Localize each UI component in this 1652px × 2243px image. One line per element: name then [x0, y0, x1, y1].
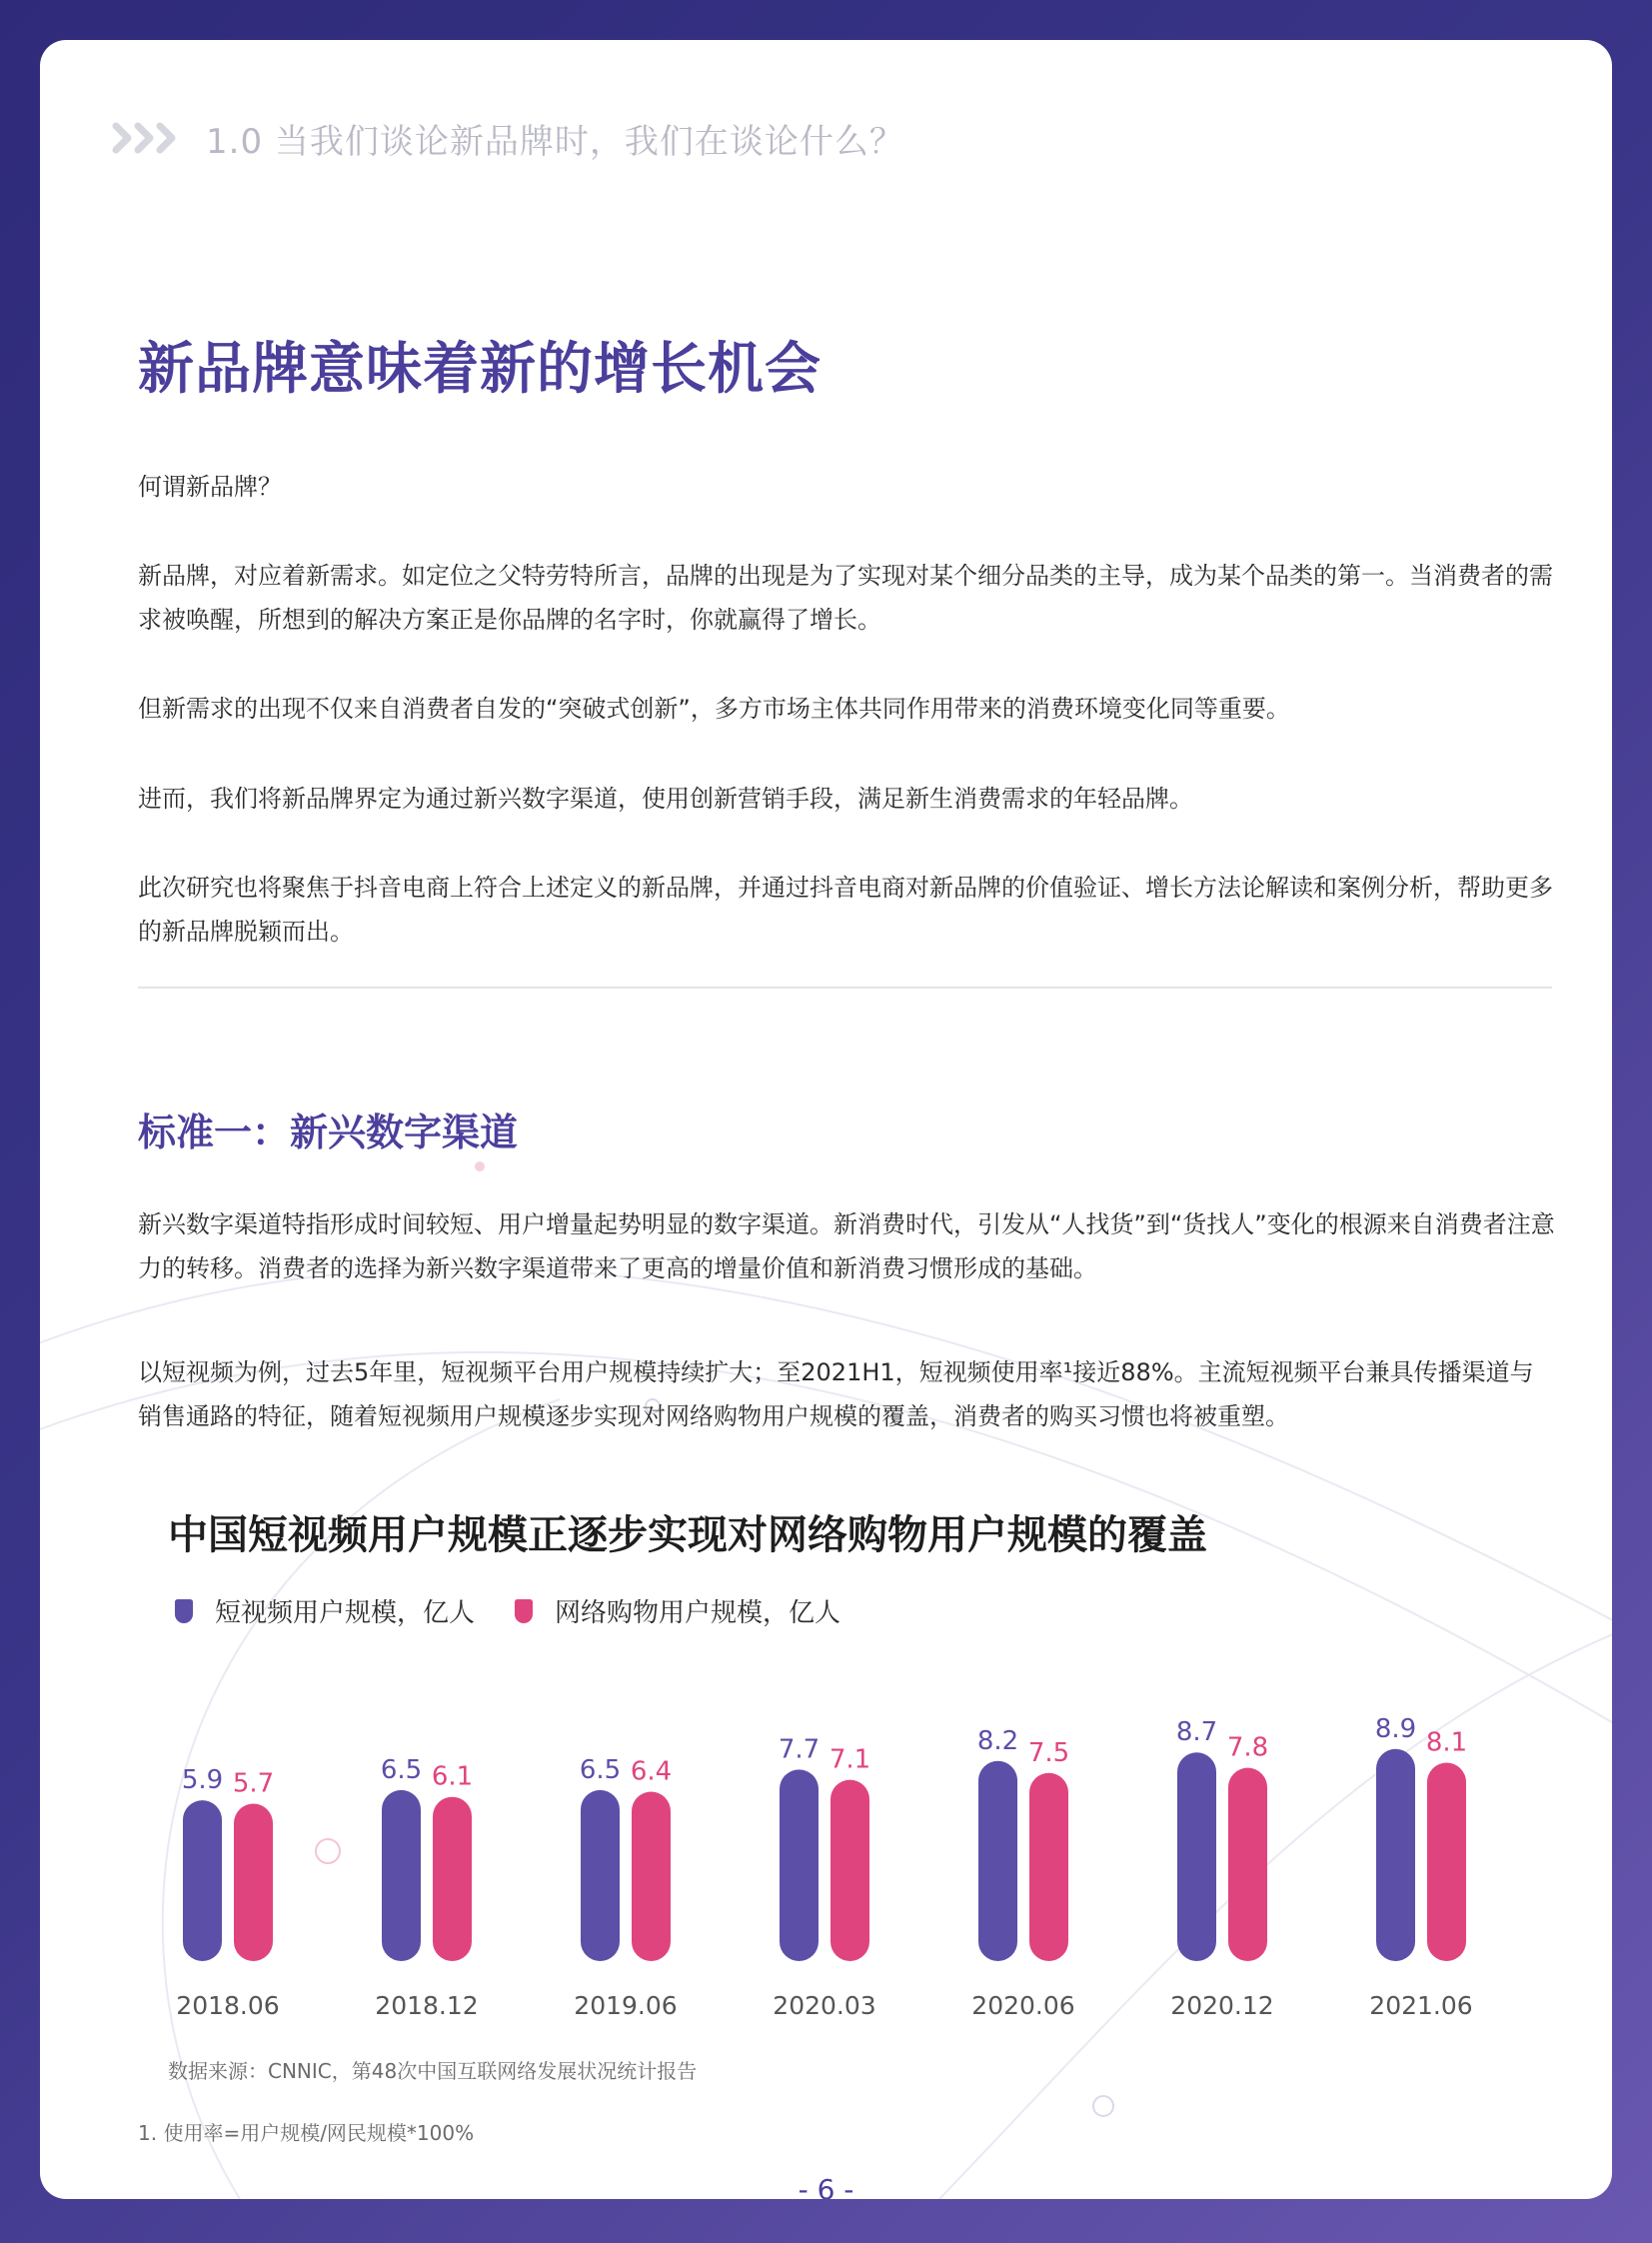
bar-short-video-2020.12	[1177, 1752, 1216, 1961]
data-source: 数据来源：CNNIC，第48次中国互联网络发展状况统计报告	[168, 2059, 698, 2083]
bar-short-video-2018.12	[382, 1790, 421, 1961]
category-label-2020.06: 2020.06	[971, 1991, 1075, 2020]
category-label-2018.12: 2018.12	[375, 1991, 479, 2020]
paragraph-3: 但新需求的出现不仅来自消费者自发的“突破式创新”，多方市场主体共同作用带来的消费环境变化同等重要。	[138, 695, 1290, 723]
bar-online-shopping-2019.06	[632, 1792, 671, 1961]
section-paragraph-2: 以短视频为例，过去5年里，短视频平台用户规模持续扩大；至2021H1，短视频使用率¹接近88%。主流短视频平台兼具传播渠道与销售通路的特征，随着短视频用户规模逐步实现对网络购物用户规模的覆盖，消费者的购买习惯也将被重塑。	[138, 1358, 1534, 1430]
page-number: - 6 -	[798, 2173, 854, 2199]
page-card	[40, 40, 1612, 2199]
value-label-online-shopping-2020.03: 7.1	[828, 1744, 871, 1775]
chevrons-right-icon	[110, 120, 180, 156]
section-header-text: 1.0 当我们谈论新品牌时，我们在谈论什么？	[206, 121, 904, 162]
value-label-short-video-2020.12: 8.7	[1175, 1717, 1218, 1748]
value-label-online-shopping-2020.12: 7.8	[1226, 1732, 1269, 1763]
bar-short-video-2020.06	[978, 1761, 1017, 1961]
paragraph-1: 何谓新品牌？	[138, 473, 282, 501]
value-label-online-shopping-2019.06: 6.4	[630, 1756, 673, 1787]
value-label-short-video-2020.06: 8.2	[976, 1725, 1019, 1756]
category-label-2020.12: 2020.12	[1170, 1991, 1274, 2020]
section-header	[110, 108, 904, 168]
bar-online-shopping-2018.12	[433, 1797, 472, 1961]
section-title: 标准一：新兴数字渠道	[138, 1111, 519, 1154]
chart-title: 中国短视频用户规模正逐步实现对网络购物用户规模的覆盖	[168, 1512, 1207, 1558]
bar-short-video-2020.03	[780, 1769, 819, 1961]
value-label-short-video-2018.06: 5.9	[181, 1765, 224, 1796]
category-label-2021.06: 2021.06	[1369, 1991, 1473, 2020]
legend-swatch-short-video	[175, 1599, 193, 1623]
bar-chart	[40, 1639, 1612, 2059]
category-label-2019.06: 2019.06	[574, 1991, 678, 2020]
section-paragraph-1: 新兴数字渠道特指形成时间较短、用户增量起势明显的数字渠道。新消费时代，引发从“人找货”到“货找人”变化的根源来自消费者注意力的转移。消费者的选择为新兴数字渠道带来了更高的增量价值和新消费习惯形成的基础。	[138, 1210, 1555, 1282]
legend-swatch-online-shopping	[515, 1599, 533, 1623]
legend-item-short-video	[175, 1592, 475, 1629]
category-label-2018.06: 2018.06	[176, 1991, 280, 2020]
value-label-online-shopping-2020.06: 7.5	[1027, 1737, 1070, 1768]
chart-legend	[175, 1592, 880, 1629]
bar-short-video-2018.06	[183, 1800, 222, 1961]
footnote: 1. 使用率=用户规模/网民规模*100%	[138, 2121, 475, 2145]
value-label-online-shopping-2018.12: 6.1	[431, 1761, 474, 1792]
category-label-2020.03: 2020.03	[773, 1991, 876, 2020]
divider	[138, 987, 1552, 989]
bar-online-shopping-2020.06	[1029, 1773, 1068, 1961]
paragraph-4: 进而，我们将新品牌界定为通过新兴数字渠道，使用创新营销手段，满足新生消费需求的年轻品牌。	[138, 785, 1193, 813]
legend-item-online-shopping	[515, 1592, 840, 1629]
paragraph-2: 新品牌，对应着新需求。如定位之父特劳特所言，品牌的出现是为了实现对某个细分品类的主导，成为某个品类的第一。当消费者的需求被唤醒，所想到的解决方案正是你品牌的名字时，你就赢得了增长。	[138, 562, 1553, 634]
bar-short-video-2019.06	[581, 1790, 620, 1961]
legend-label-short-video: 短视频用户规模，亿人	[215, 1598, 476, 1628]
bar-short-video-2021.06	[1376, 1749, 1415, 1961]
value-label-short-video-2021.06: 8.9	[1374, 1713, 1417, 1744]
value-label-short-video-2018.12: 6.5	[380, 1754, 423, 1785]
paragraph-5: 此次研究也将聚焦于抖音电商上符合上述定义的新品牌，并通过抖音电商对新品牌的价值验证、增长方法论解读和案例分析，帮助更多的新品牌脱颖而出。	[138, 874, 1553, 946]
value-label-short-video-2019.06: 6.5	[579, 1754, 622, 1785]
bar-online-shopping-2018.06	[234, 1804, 273, 1961]
bar-online-shopping-2021.06	[1427, 1762, 1466, 1961]
bar-online-shopping-2020.03	[830, 1780, 869, 1961]
value-label-short-video-2020.03: 7.7	[778, 1734, 821, 1765]
value-label-online-shopping-2021.06: 8.1	[1425, 1727, 1468, 1758]
page-title: 新品牌意味着新的增长机会	[138, 337, 822, 402]
value-label-online-shopping-2018.06: 5.7	[232, 1768, 275, 1799]
legend-label-online-shopping: 网络购物用户规模，亿人	[555, 1598, 841, 1628]
bar-online-shopping-2020.12	[1228, 1768, 1267, 1961]
